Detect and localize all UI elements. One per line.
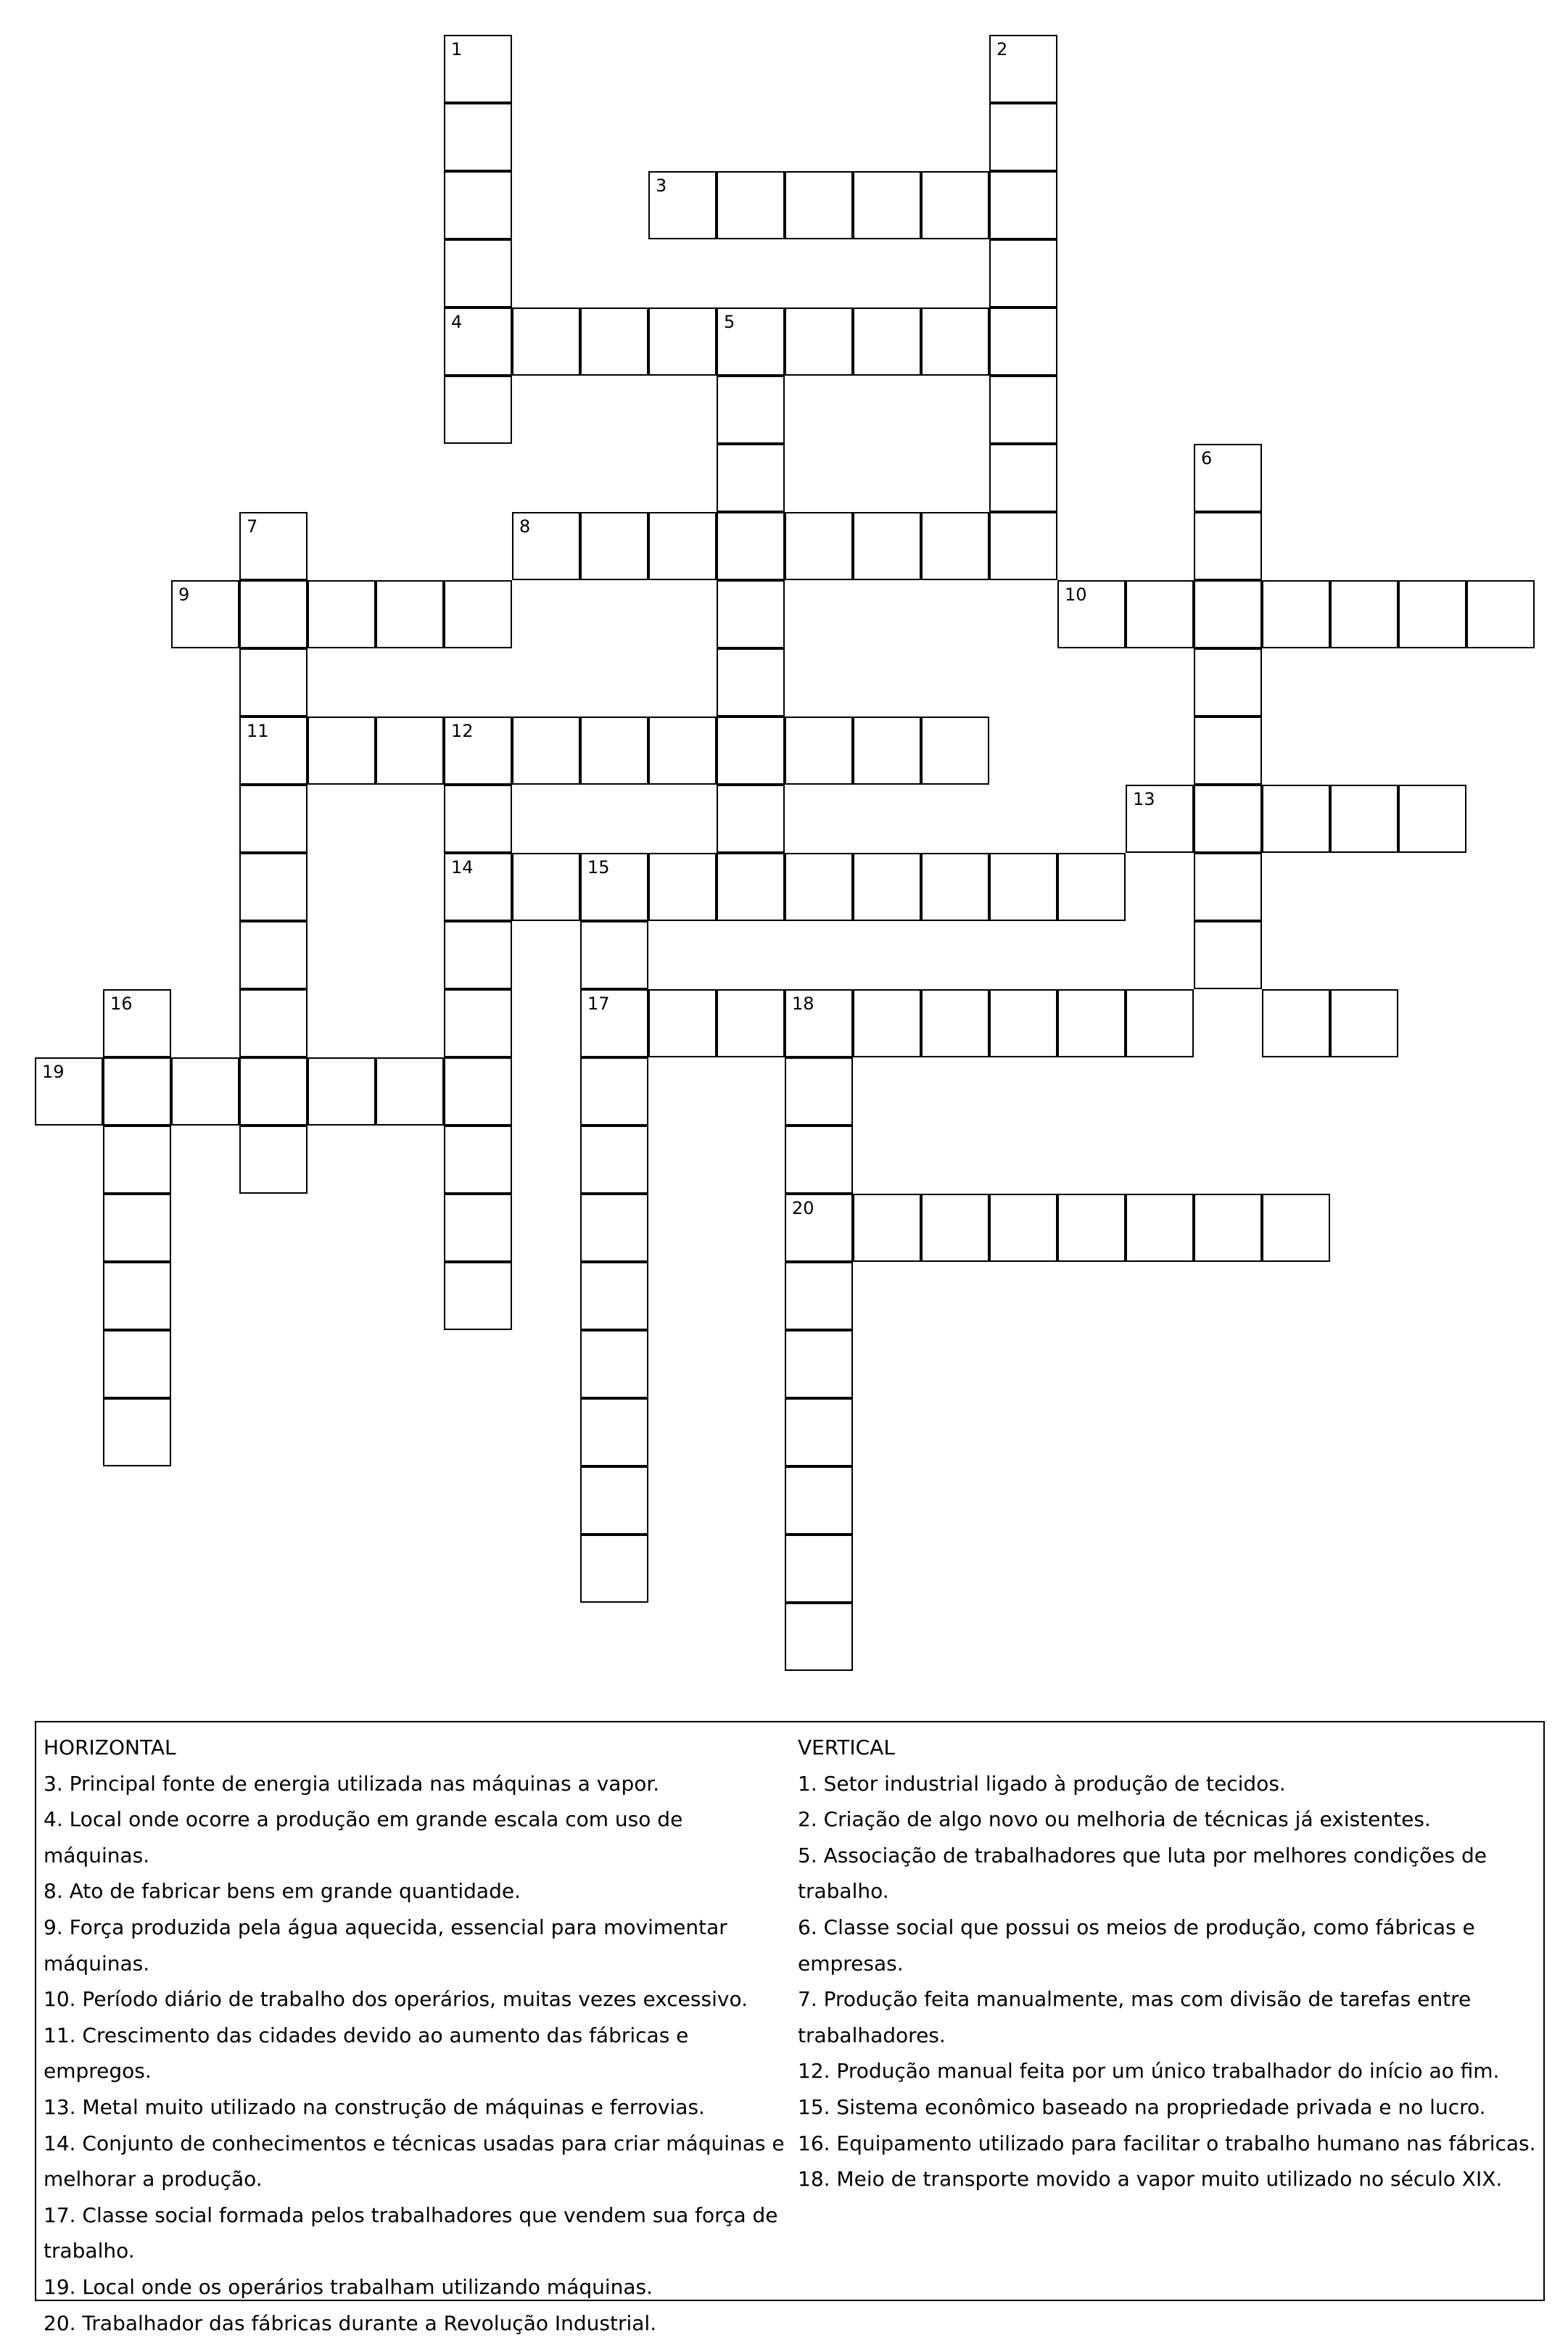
crossword-cell[interactable] bbox=[308, 580, 376, 648]
crossword-cell[interactable] bbox=[444, 376, 512, 444]
crossword-cell[interactable] bbox=[103, 1262, 171, 1330]
crossword-cell[interactable] bbox=[1126, 989, 1194, 1057]
crossword-cell[interactable] bbox=[785, 1466, 853, 1535]
clue-line: 4. Local onde ocorre a produção em grande escala com uso de máquinas. bbox=[44, 1801, 791, 1873]
clue-line: 16. Equipamento utilizado para facilitar o trabalho humano nas fábricas. bbox=[798, 2126, 1538, 2162]
crossword-cell[interactable] bbox=[989, 444, 1057, 512]
clue-number: 15 bbox=[587, 859, 610, 876]
crossword-cell[interactable] bbox=[853, 1194, 921, 1262]
crossword-cell[interactable] bbox=[512, 307, 580, 376]
crossword-cell[interactable] bbox=[921, 171, 989, 239]
crossword-cell[interactable] bbox=[853, 989, 921, 1057]
clue-line: 5. Associação de trabalhadores que luta por melhores condições de bbox=[798, 1838, 1538, 1874]
crossword-cell[interactable] bbox=[1262, 1194, 1330, 1262]
crossword-cell[interactable] bbox=[989, 171, 1057, 239]
crossword-cell[interactable] bbox=[853, 171, 921, 239]
clue-box bbox=[35, 1721, 1545, 2301]
crossword-cell[interactable] bbox=[648, 717, 717, 785]
crossword-cell[interactable] bbox=[444, 1262, 512, 1330]
crossword-cell[interactable] bbox=[444, 1194, 512, 1262]
crossword-cell[interactable] bbox=[989, 35, 1057, 103]
crossword-cell[interactable] bbox=[921, 853, 989, 921]
horizontal-heading: HORIZONTAL bbox=[44, 1730, 791, 1766]
clue-number: 3 bbox=[656, 177, 667, 194]
crossword-cell[interactable] bbox=[785, 853, 853, 921]
crossword-cell[interactable] bbox=[376, 1057, 444, 1126]
crossword-cell[interactable] bbox=[921, 1194, 989, 1262]
crossword-cell[interactable] bbox=[717, 171, 785, 239]
crossword-cell[interactable] bbox=[444, 580, 512, 648]
crossword-cell[interactable] bbox=[239, 717, 308, 785]
crossword-cell[interactable] bbox=[512, 717, 580, 785]
crossword-cell[interactable] bbox=[239, 989, 308, 1057]
clue-line: 14. Conjunto de conhecimentos e técnicas usadas para criar máquinas e bbox=[44, 2126, 791, 2162]
crossword-cell[interactable] bbox=[376, 580, 444, 648]
clue-line: melhorar a produção. bbox=[44, 2161, 791, 2197]
clue-number: 1 bbox=[451, 41, 462, 58]
crossword-cell[interactable] bbox=[648, 512, 717, 580]
crossword-cell[interactable] bbox=[785, 1330, 853, 1398]
crossword-cell[interactable] bbox=[717, 853, 785, 921]
clue-line: 12. Produção manual feita por um único trabalhador do início ao fim. bbox=[798, 2053, 1538, 2089]
vertical-clues bbox=[798, 1730, 1538, 2197]
crossword-cell[interactable] bbox=[580, 1398, 648, 1466]
crossword-cell[interactable] bbox=[239, 648, 308, 717]
clue-line: 1. Setor industrial ligado à produção de tecidos. bbox=[798, 1766, 1538, 1802]
crossword-cell[interactable] bbox=[103, 1057, 171, 1126]
crossword-cell[interactable] bbox=[648, 171, 717, 239]
crossword-cell[interactable] bbox=[1262, 580, 1330, 648]
clue-number: 2 bbox=[996, 41, 1007, 58]
crossword-cell[interactable] bbox=[444, 1057, 512, 1126]
crossword-cell[interactable] bbox=[785, 1398, 853, 1466]
crossword-cell[interactable] bbox=[717, 717, 785, 785]
crossword-cell[interactable] bbox=[444, 989, 512, 1057]
crossword-cell[interactable] bbox=[580, 1057, 648, 1126]
clue-number: 9 bbox=[178, 586, 189, 603]
crossword-cell[interactable] bbox=[1194, 512, 1262, 580]
crossword-cell[interactable] bbox=[989, 376, 1057, 444]
crossword-cell[interactable] bbox=[648, 989, 717, 1057]
clue-line: 3. Principal fonte de energia utilizada nas máquinas a vapor. bbox=[44, 1766, 791, 1802]
crossword-cell[interactable] bbox=[853, 717, 921, 785]
crossword-cell[interactable] bbox=[989, 307, 1057, 376]
crossword-cell[interactable] bbox=[1398, 580, 1466, 648]
crossword-cell[interactable] bbox=[512, 512, 580, 580]
crossword-cell[interactable] bbox=[580, 1535, 648, 1603]
crossword-cell[interactable] bbox=[239, 921, 308, 989]
clue-line: 19. Local onde os operários trabalham utilizando máquinas. bbox=[44, 2269, 791, 2305]
clue-line: 9. Força produzida pela água aquecida, essencial para movimentar bbox=[44, 1909, 791, 1946]
crossword-cell[interactable] bbox=[580, 921, 648, 989]
crossword-cell[interactable] bbox=[444, 921, 512, 989]
clue-line: 15. Sistema econômico baseado na propriedade privada e no lucro. bbox=[798, 2089, 1538, 2126]
clue-number: 7 bbox=[247, 518, 257, 535]
crossword-cell[interactable] bbox=[717, 580, 785, 648]
crossword-cell[interactable] bbox=[785, 1194, 853, 1262]
crossword-cell[interactable] bbox=[1057, 853, 1126, 921]
crossword-cell[interactable] bbox=[239, 1126, 308, 1194]
crossword-cell[interactable] bbox=[444, 717, 512, 785]
crossword-cell[interactable] bbox=[853, 307, 921, 376]
crossword-cell[interactable] bbox=[785, 989, 853, 1057]
crossword-cell[interactable] bbox=[103, 1194, 171, 1262]
clue-line: 10. Período diário de trabalho dos operários, muitas vezes excessivo. bbox=[44, 1981, 791, 2018]
clue-line: 17. Classe social formada pelos trabalhadores que vendem sua força de bbox=[44, 2197, 791, 2234]
crossword-cell[interactable] bbox=[580, 1262, 648, 1330]
crossword-cell[interactable] bbox=[785, 512, 853, 580]
crossword-cell[interactable] bbox=[239, 853, 308, 921]
crossword-cell[interactable] bbox=[580, 1466, 648, 1535]
crossword-cell[interactable] bbox=[1398, 785, 1466, 853]
crossword-cell[interactable] bbox=[1126, 1194, 1194, 1262]
crossword-cell[interactable] bbox=[921, 717, 989, 785]
clue-number: 5 bbox=[724, 313, 735, 331]
crossword-cell[interactable] bbox=[1330, 580, 1398, 648]
crossword-cell[interactable] bbox=[444, 307, 512, 376]
clue-line: 20. Trabalhador das fábricas durante a Revolução Industrial. bbox=[44, 2305, 791, 2341]
crossword-cell[interactable] bbox=[785, 171, 853, 239]
crossword-cell[interactable] bbox=[308, 717, 376, 785]
crossword-cell[interactable] bbox=[989, 989, 1057, 1057]
crossword-cell[interactable] bbox=[580, 1126, 648, 1194]
crossword-cell[interactable] bbox=[308, 1057, 376, 1126]
clue-number: 18 bbox=[792, 995, 814, 1012]
crossword-cell[interactable] bbox=[717, 444, 785, 512]
vertical-heading: VERTICAL bbox=[798, 1730, 1538, 1766]
crossword-cell[interactable] bbox=[103, 989, 171, 1057]
crossword-cell[interactable] bbox=[171, 1057, 239, 1126]
crossword-cell[interactable] bbox=[1057, 580, 1126, 648]
crossword-cell[interactable] bbox=[1194, 853, 1262, 921]
clue-line: 2. Criação de algo novo ou melhoria de técnicas já existentes. bbox=[798, 1801, 1538, 1838]
crossword-cell[interactable] bbox=[376, 717, 444, 785]
crossword-cell[interactable] bbox=[1194, 785, 1262, 853]
crossword-cell[interactable] bbox=[717, 785, 785, 853]
crossword-cell[interactable] bbox=[785, 1535, 853, 1603]
clue-line: 11. Crescimento das cidades devido ao aumento das fábricas e empregos. bbox=[44, 2018, 791, 2089]
crossword-cell[interactable] bbox=[444, 1126, 512, 1194]
clue-number: 19 bbox=[42, 1063, 65, 1081]
crossword-cell[interactable] bbox=[785, 1057, 853, 1126]
crossword-cell[interactable] bbox=[648, 307, 717, 376]
crossword-cell[interactable] bbox=[103, 1398, 171, 1466]
crossword-cell[interactable] bbox=[444, 103, 512, 171]
horizontal-clues bbox=[44, 1730, 791, 2341]
clue-line: trabalho. bbox=[798, 1873, 1538, 1909]
clue-number: 12 bbox=[451, 722, 474, 740]
clue-number: 17 bbox=[587, 995, 610, 1012]
crossword-cell[interactable] bbox=[239, 512, 308, 580]
clue-number: 20 bbox=[792, 1200, 814, 1217]
crossword-cell[interactable] bbox=[853, 512, 921, 580]
clue-number: 8 bbox=[519, 518, 530, 535]
crossword-cell[interactable] bbox=[989, 512, 1057, 580]
crossword-cell[interactable] bbox=[444, 239, 512, 307]
crossword-cell[interactable] bbox=[717, 989, 785, 1057]
crossword-cell[interactable] bbox=[785, 1126, 853, 1194]
crossword-cell[interactable] bbox=[785, 307, 853, 376]
crossword-cell[interactable] bbox=[512, 853, 580, 921]
clue-number: 14 bbox=[451, 859, 474, 876]
clue-number: 6 bbox=[1201, 450, 1212, 467]
crossword-cell[interactable] bbox=[1330, 989, 1398, 1057]
crossword-cell[interactable] bbox=[853, 853, 921, 921]
crossword-cell[interactable] bbox=[171, 580, 239, 648]
clue-line: 13. Metal muito utilizado na construção de máquinas e ferrovias. bbox=[44, 2089, 791, 2126]
crossword-cell[interactable] bbox=[35, 1057, 103, 1126]
clue-number: 16 bbox=[110, 995, 133, 1012]
crossword-cell[interactable] bbox=[103, 1330, 171, 1398]
crossword-cell[interactable] bbox=[785, 1262, 853, 1330]
clue-number: 13 bbox=[1133, 790, 1155, 808]
crossword-cell[interactable] bbox=[989, 853, 1057, 921]
crossword-cell[interactable] bbox=[1194, 444, 1262, 512]
crossword-cell[interactable] bbox=[1262, 989, 1330, 1057]
clue-line: empresas. bbox=[798, 1946, 1538, 1982]
crossword-cell[interactable] bbox=[989, 239, 1057, 307]
crossword-cell[interactable] bbox=[580, 717, 648, 785]
clue-line: trabalho. bbox=[44, 2233, 791, 2269]
clue-line: trabalhadores. bbox=[798, 2018, 1538, 2054]
crossword-cell[interactable] bbox=[1330, 785, 1398, 853]
crossword-cell[interactable] bbox=[580, 307, 648, 376]
clue-number: 4 bbox=[451, 313, 462, 331]
crossword-cell[interactable] bbox=[444, 785, 512, 853]
crossword-cell[interactable] bbox=[717, 512, 785, 580]
clue-line: 7. Produção feita manualmente, mas com divisão de tarefas entre bbox=[798, 1981, 1538, 2018]
crossword-cell[interactable] bbox=[239, 785, 308, 853]
crossword-cell[interactable] bbox=[717, 648, 785, 717]
crossword-cell[interactable] bbox=[717, 307, 785, 376]
clue-number: 11 bbox=[247, 722, 269, 740]
crossword-cell[interactable] bbox=[921, 307, 989, 376]
crossword-cell[interactable] bbox=[580, 1194, 648, 1262]
crossword-cell[interactable] bbox=[1194, 580, 1262, 648]
crossword-cell[interactable] bbox=[580, 1330, 648, 1398]
crossword-cell[interactable] bbox=[648, 853, 717, 921]
crossword-cell[interactable] bbox=[1057, 1194, 1126, 1262]
clue-line: máquinas. bbox=[44, 1946, 791, 1982]
crossword-cell[interactable] bbox=[785, 717, 853, 785]
crossword-cell[interactable] bbox=[1194, 921, 1262, 989]
crossword-cell[interactable] bbox=[989, 1194, 1057, 1262]
crossword-cell[interactable] bbox=[1057, 989, 1126, 1057]
clue-line: 8. Ato de fabricar bens em grande quantidade. bbox=[44, 1873, 791, 1909]
crossword-cell[interactable] bbox=[1126, 785, 1194, 853]
crossword-cell[interactable] bbox=[1126, 580, 1194, 648]
crossword-cell[interactable] bbox=[444, 171, 512, 239]
clue-line: 6. Classe social que possui os meios de produção, como fábricas e bbox=[798, 1909, 1538, 1946]
crossword-cell[interactable] bbox=[444, 35, 512, 103]
crossword-cell[interactable] bbox=[580, 989, 648, 1057]
crossword-cell[interactable] bbox=[103, 1126, 171, 1194]
crossword-cell[interactable] bbox=[921, 989, 989, 1057]
crossword-cell[interactable] bbox=[1466, 580, 1535, 648]
crossword-cell[interactable] bbox=[580, 853, 648, 921]
crossword-cell[interactable] bbox=[989, 103, 1057, 171]
crossword-cell[interactable] bbox=[717, 376, 785, 444]
crossword-cell[interactable] bbox=[1194, 648, 1262, 717]
crossword-cell[interactable] bbox=[1262, 785, 1330, 853]
crossword-cell[interactable] bbox=[785, 1603, 853, 1671]
clue-number: 10 bbox=[1065, 586, 1087, 603]
clue-line: 18. Meio de transporte movido a vapor muito utilizado no século XIX. bbox=[798, 2161, 1538, 2197]
crossword-cell[interactable] bbox=[239, 1057, 308, 1126]
crossword-cell[interactable] bbox=[239, 580, 308, 648]
crossword-cell[interactable] bbox=[1194, 1194, 1262, 1262]
crossword-cell[interactable] bbox=[1194, 717, 1262, 785]
crossword-cell[interactable] bbox=[444, 853, 512, 921]
crossword-cell[interactable] bbox=[921, 512, 989, 580]
crossword-cell[interactable] bbox=[580, 512, 648, 580]
